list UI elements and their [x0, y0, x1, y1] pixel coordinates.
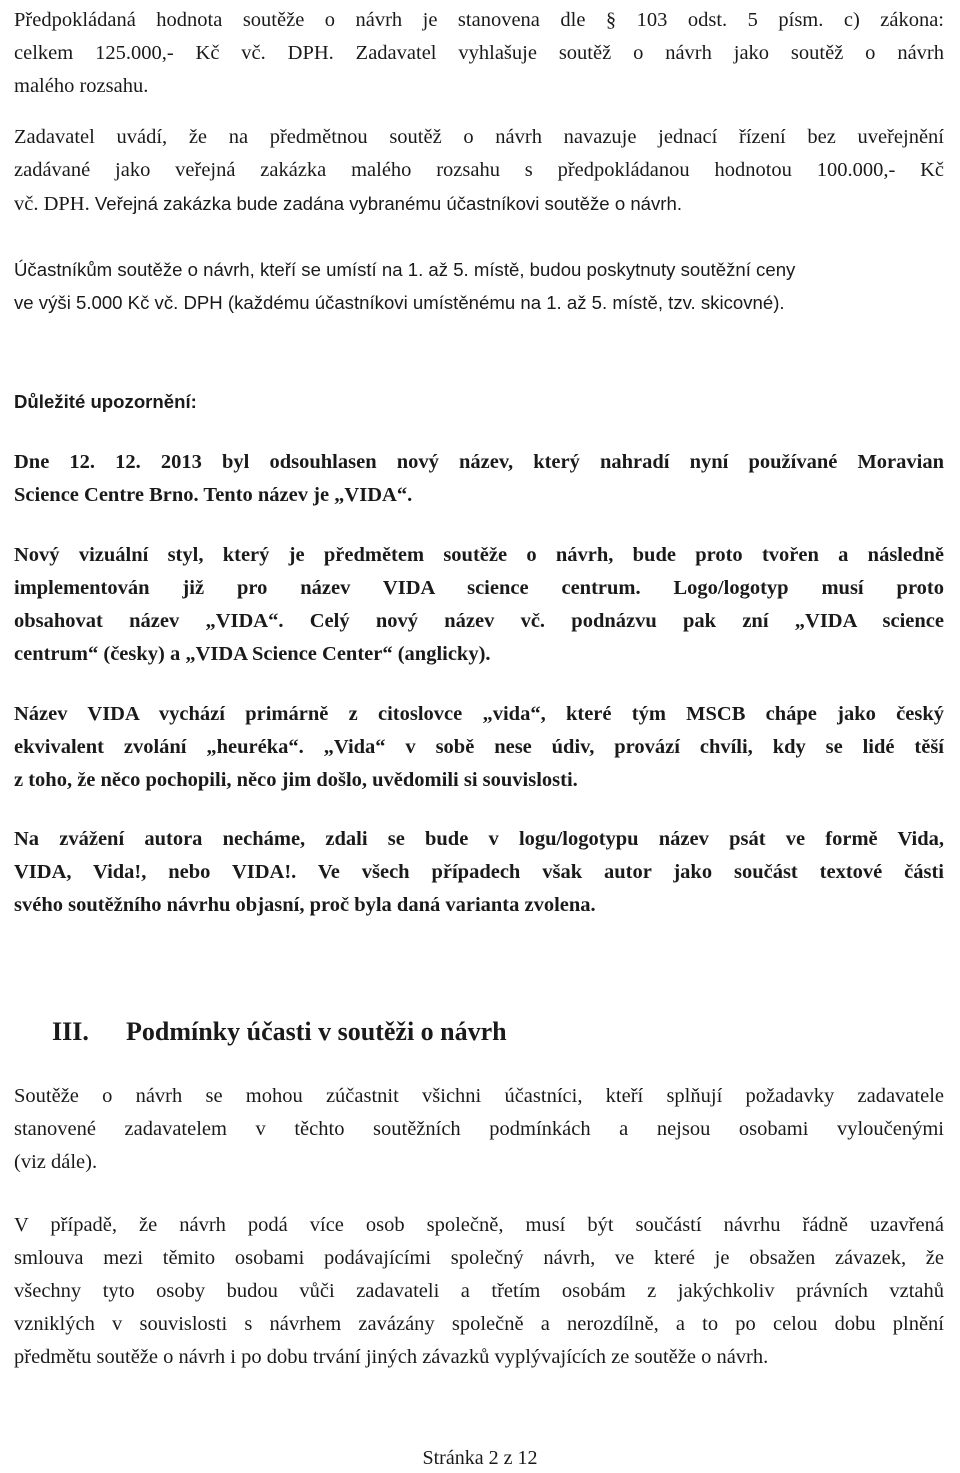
notice-paragraph-visual-style	[14, 539, 944, 671]
text-line: zadávané jako veřejná zakázka malého rozsahu s předpokládanou hodnotou 100.000,- Kč	[14, 159, 944, 181]
text-line: všechny tyto osoby budou vůči zadavateli a třetím osobám z jakýchkoliv právních vztahů	[14, 1280, 944, 1302]
notice-paragraph-logo-variants	[14, 823, 944, 922]
text-fragment: Veřejná zakázka bude zadána vybranému účastníkovi soutěže o návrh.	[89, 193, 683, 214]
text-line: Science Centre Brno. Tento název je „VIDA“.	[14, 484, 413, 506]
text-line	[14, 187, 944, 221]
text-line: centrum“ (česky) a „VIDA Science Center“ (anglicky).	[14, 643, 491, 665]
text-line: Zadavatel uvádí, že na předmětnou soutěž o návrh navazuje jednací řízení bez uveřejnění	[14, 126, 944, 148]
text-line: předmětu soutěže o návrh i po dobu trvání jiných závazků vyplývajících ze soutěže o návrh.	[14, 1346, 769, 1368]
text-line: Nový vizuální styl, který je předmětem soutěže o návrh, bude proto tvořen a následně	[14, 544, 944, 566]
section-heading	[52, 1012, 507, 1052]
text-line: stanovené zadavatelem v těchto soutěžních podmínkách a nejsou osobami vyloučenými	[14, 1118, 944, 1140]
text-line: z toho, že něco pochopili, něco jim došlo, uvědomili si souvislosti.	[14, 769, 578, 791]
notice-title: Důležité upozornění:	[14, 391, 197, 412]
text-line: ve výši 5.000 Kč vč. DPH (každému účastníkovi umístěnému na 1. až 5. místě, tzv. skicovné).	[14, 292, 785, 313]
paragraph-negotiated-procedure	[14, 121, 944, 221]
paragraph-estimated-value	[14, 4, 944, 103]
text-line: celkem 125.000,- Kč vč. DPH. Zadavatel vyhlašuje soutěž o návrh jako soutěž o návrh	[14, 42, 944, 64]
text-line: obsahovat název „VIDA“. Celý nový název vč. podnázvu pak zní „VIDA science	[14, 610, 944, 632]
section-paragraph-eligibility	[14, 1080, 944, 1179]
text-line: Předpokládaná hodnota soutěže o návrh je stanovena dle § 103 odst. 5 písm. c) zákona:	[14, 9, 944, 31]
paragraph-prizes	[14, 253, 944, 319]
text-line: V případě, že návrh podá více osob společně, musí být součástí návrhu řádně uzavřená	[14, 1214, 944, 1236]
text-line: VIDA, Vida!, nebo VIDA!. Ve všech případech však autor jako součást textové části	[14, 861, 944, 883]
section-paragraph-joint-proposal	[14, 1209, 944, 1374]
text-line: implementován již pro název VIDA science centrum. Logo/logotyp musí proto	[14, 577, 944, 599]
text-line: Dne 12. 12. 2013 byl odsouhlasen nový název, který nahradí nyní používané Moravian	[14, 451, 944, 473]
text-line: vzniklých v souvislosti s návrhem zavázány společně a nerozdílně, a to po celou dobu plnění	[14, 1313, 944, 1335]
notice-paragraph-name-origin	[14, 698, 944, 797]
section-number: III.	[52, 1017, 89, 1046]
page-number-footer: Stránka 2 z 12	[422, 1447, 538, 1469]
text-line: Na zvážení autora necháme, zdali se bude v logu/logotypu název psát ve formě Vida,	[14, 828, 944, 850]
notice-paragraph-new-name	[14, 446, 944, 512]
text-line: Účastníkům soutěže o návrh, kteří se umístí na 1. až 5. místě, budou poskytnuty soutěžní ceny	[14, 259, 796, 280]
text-line: smlouva mezi těmito osobami podávajícími společný návrh, ve které je obsažen závazek, že	[14, 1247, 944, 1269]
text-fragment: vč. DPH.	[14, 193, 90, 215]
section-title: Podmínky účasti v soutěži o návrh	[126, 1017, 507, 1046]
text-line: Soutěže o návrh se mohou zúčastnit všichni účastníci, kteří splňují požadavky zadavatele	[14, 1085, 944, 1107]
text-line: malého rozsahu.	[14, 75, 149, 97]
text-line: (viz dále).	[14, 1151, 98, 1173]
text-line: Název VIDA vychází primárně z citoslovce „vida“, které tým MSCB chápe jako český	[14, 703, 944, 725]
text-line: svého soutěžního návrhu objasní, proč byla daná varianta zvolena.	[14, 894, 596, 916]
text-line: ekvivalent zvolání „heuréka“. „Vida“ v sobě nese údiv, provází chvíli, kdy se lidé těší	[14, 736, 944, 758]
